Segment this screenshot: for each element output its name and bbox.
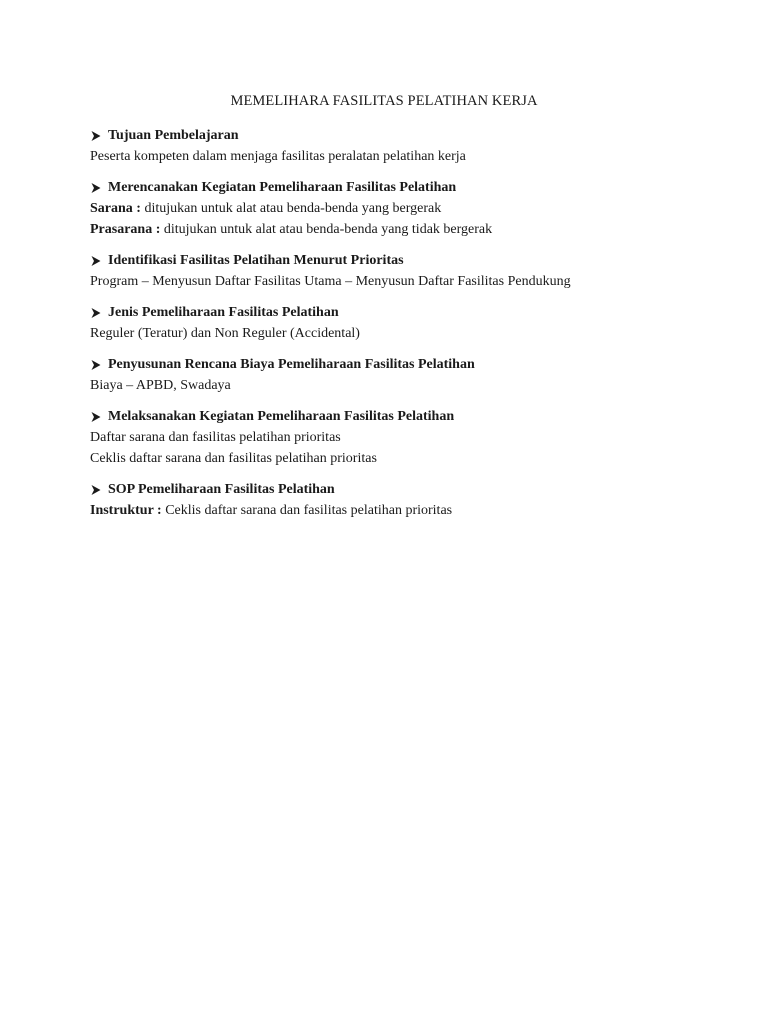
section-heading [90, 251, 710, 271]
section-heading-text: Identifikasi Fasilitas Pelatihan Menurut Prioritas [108, 253, 404, 268]
section-heading [90, 126, 710, 146]
section-text-line [90, 219, 710, 240]
section-heading-text: Merencanakan Kegiatan Pemeliharaan Fasilitas Pelatihan [108, 180, 457, 195]
arrow-bullet-icon [90, 178, 108, 198]
section-heading [90, 407, 710, 427]
section-heading-text: Tujuan Pembelajaran [108, 128, 239, 143]
section-heading [90, 178, 710, 198]
line-text: Biaya – APBD, Swadaya [90, 378, 231, 393]
section-text-line [90, 448, 710, 469]
section-text-line [90, 271, 710, 292]
document-body [90, 126, 710, 532]
section-7 [90, 480, 710, 521]
section-text-line [90, 198, 710, 219]
line-label: Sarana : [90, 201, 141, 216]
section-heading [90, 303, 710, 323]
arrow-bullet-icon [90, 355, 108, 375]
line-text: Daftar sarana dan fasilitas pelatihan prioritas [90, 430, 341, 445]
section-5 [90, 355, 710, 396]
section-heading-text: Penyusunan Rencana Biaya Pemeliharaan Fasilitas Pelatihan [108, 357, 475, 372]
section-heading [90, 355, 710, 375]
section-3 [90, 251, 710, 292]
section-2 [90, 178, 710, 240]
section-heading-text: Jenis Pemeliharaan Fasilitas Pelatihan [108, 305, 339, 320]
section-text-line [90, 146, 710, 167]
section-4 [90, 303, 710, 344]
line-text: Ceklis daftar sarana dan fasilitas pelatihan prioritas [90, 451, 377, 466]
arrow-bullet-icon [90, 126, 108, 146]
arrow-bullet-icon [90, 303, 108, 323]
section-text-line [90, 375, 710, 396]
section-text-line [90, 427, 710, 448]
section-heading-text: SOP Pemeliharaan Fasilitas Pelatihan [108, 482, 335, 497]
line-text: Program – Menyusun Daftar Fasilitas Utama – Menyusun Daftar Fasilitas Pendukung [90, 274, 571, 289]
section-heading [90, 480, 710, 500]
section-text-line [90, 500, 710, 521]
line-text: ditujukan untuk alat atau benda-benda yang tidak bergerak [160, 222, 493, 237]
document-title: MEMELIHARA FASILITAS PELATIHAN KERJA [230, 93, 538, 109]
section-heading-text: Melaksanakan Kegiatan Pemeliharaan Fasilitas Pelatihan [108, 409, 455, 424]
line-label: Prasarana : [90, 222, 161, 237]
section-1 [90, 126, 710, 167]
arrow-bullet-icon [90, 251, 108, 271]
line-text: Reguler (Teratur) dan Non Reguler (Accidental) [90, 326, 360, 341]
arrow-bullet-icon [90, 407, 108, 427]
arrow-bullet-icon [90, 480, 108, 500]
section-text-line [90, 323, 710, 344]
line-text: Peserta kompeten dalam menjaga fasilitas peralatan pelatihan kerja [90, 149, 466, 164]
section-6 [90, 407, 710, 469]
line-text: Ceklis daftar sarana dan fasilitas pelatihan prioritas [161, 503, 453, 518]
line-label: Instruktur : [90, 503, 162, 518]
line-text: ditujukan untuk alat atau benda-benda yang bergerak [140, 201, 442, 216]
